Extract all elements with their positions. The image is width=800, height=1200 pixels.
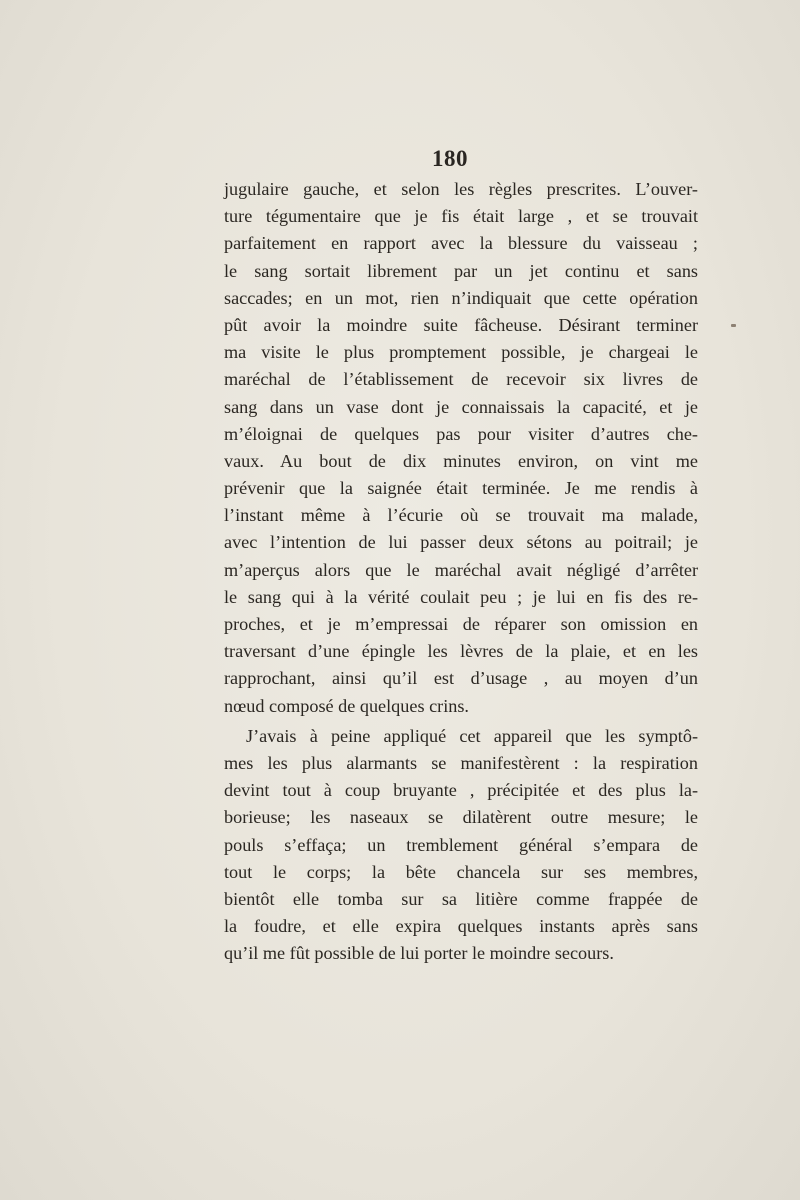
text-line: m’aperçus alors que le maréchal avait négligé d’arrêter bbox=[224, 559, 698, 580]
text-line: mes les plus alarmants se manifestèrent : la respiration bbox=[224, 752, 698, 773]
text-line: borieuse; les naseaux se dilatèrent outre mesure; le bbox=[224, 807, 698, 828]
text-line: saccades; en un mot, rien n’indiquait que cette opération bbox=[224, 287, 698, 308]
body-text bbox=[224, 176, 698, 967]
text-line: qu’il me fût possible de lui porter le moindre secours. bbox=[224, 943, 614, 964]
text-line: bientôt elle tomba sur sa litière comme frappée de bbox=[224, 888, 698, 909]
text-line: parfaitement en rapport avec la blessure du vaisseau ; bbox=[224, 233, 698, 254]
text-line: nœud composé de quelques crins. bbox=[224, 695, 469, 716]
text-line: vaux. Au bout de dix minutes environ, on vint me bbox=[224, 450, 698, 471]
text-line: m’éloignai de quelques pas pour visiter d’autres che- bbox=[224, 423, 698, 444]
text-line: sang dans un vase dont je connaissais la capacité, et je bbox=[224, 396, 698, 417]
text-line: tout le corps; la bête chancela sur ses membres, bbox=[224, 861, 698, 882]
text-line: avec l’intention de lui passer deux sétons au poitrail; je bbox=[224, 532, 698, 553]
text-line: jugulaire gauche, et selon les règles prescrites. L’ouver- bbox=[224, 179, 698, 199]
text-line: J’avais à peine appliqué cet appareil que les symptô- bbox=[246, 725, 698, 746]
text-line: le sang sortait librement par un jet continu et sans bbox=[224, 260, 698, 281]
text-line: rapprochant, ainsi qu’il est d’usage , au moyen d’un bbox=[224, 668, 698, 689]
text-line: le sang qui à la vérité coulait peu ; je lui en fis des re- bbox=[224, 586, 698, 607]
text-line: prévenir que la saignée était terminée. Je me rendis à bbox=[224, 478, 698, 499]
text-line: la foudre, et elle expira quelques instants après sans bbox=[224, 916, 698, 937]
text-line: proches, et je m’empressai de réparer son omission en bbox=[224, 614, 698, 634]
text-line: ma visite le plus promptement possible, je chargeai le bbox=[224, 342, 698, 363]
page-number: 180 bbox=[432, 146, 468, 171]
text-line: devint tout à coup bruyante , précipitée et des plus la- bbox=[224, 780, 698, 801]
text-line: l’instant même à l’écurie où se trouvait ma malade, bbox=[224, 505, 698, 526]
paragraph bbox=[224, 723, 698, 968]
paragraph bbox=[224, 176, 698, 720]
text-line: traversant d’une épingle les lèvres de la plaie, et en les bbox=[224, 641, 698, 662]
text-line: ture tégumentaire que je fis était large , et se trouvait bbox=[224, 206, 698, 227]
text-line: maréchal de l’établissement de recevoir six livres de bbox=[224, 369, 698, 390]
ink-speck bbox=[731, 324, 736, 327]
text-line: pouls s’effaça; un tremblement général s’empara de bbox=[224, 834, 698, 855]
text-line: pût avoir la moindre suite fâcheuse. Désirant terminer bbox=[224, 314, 698, 335]
